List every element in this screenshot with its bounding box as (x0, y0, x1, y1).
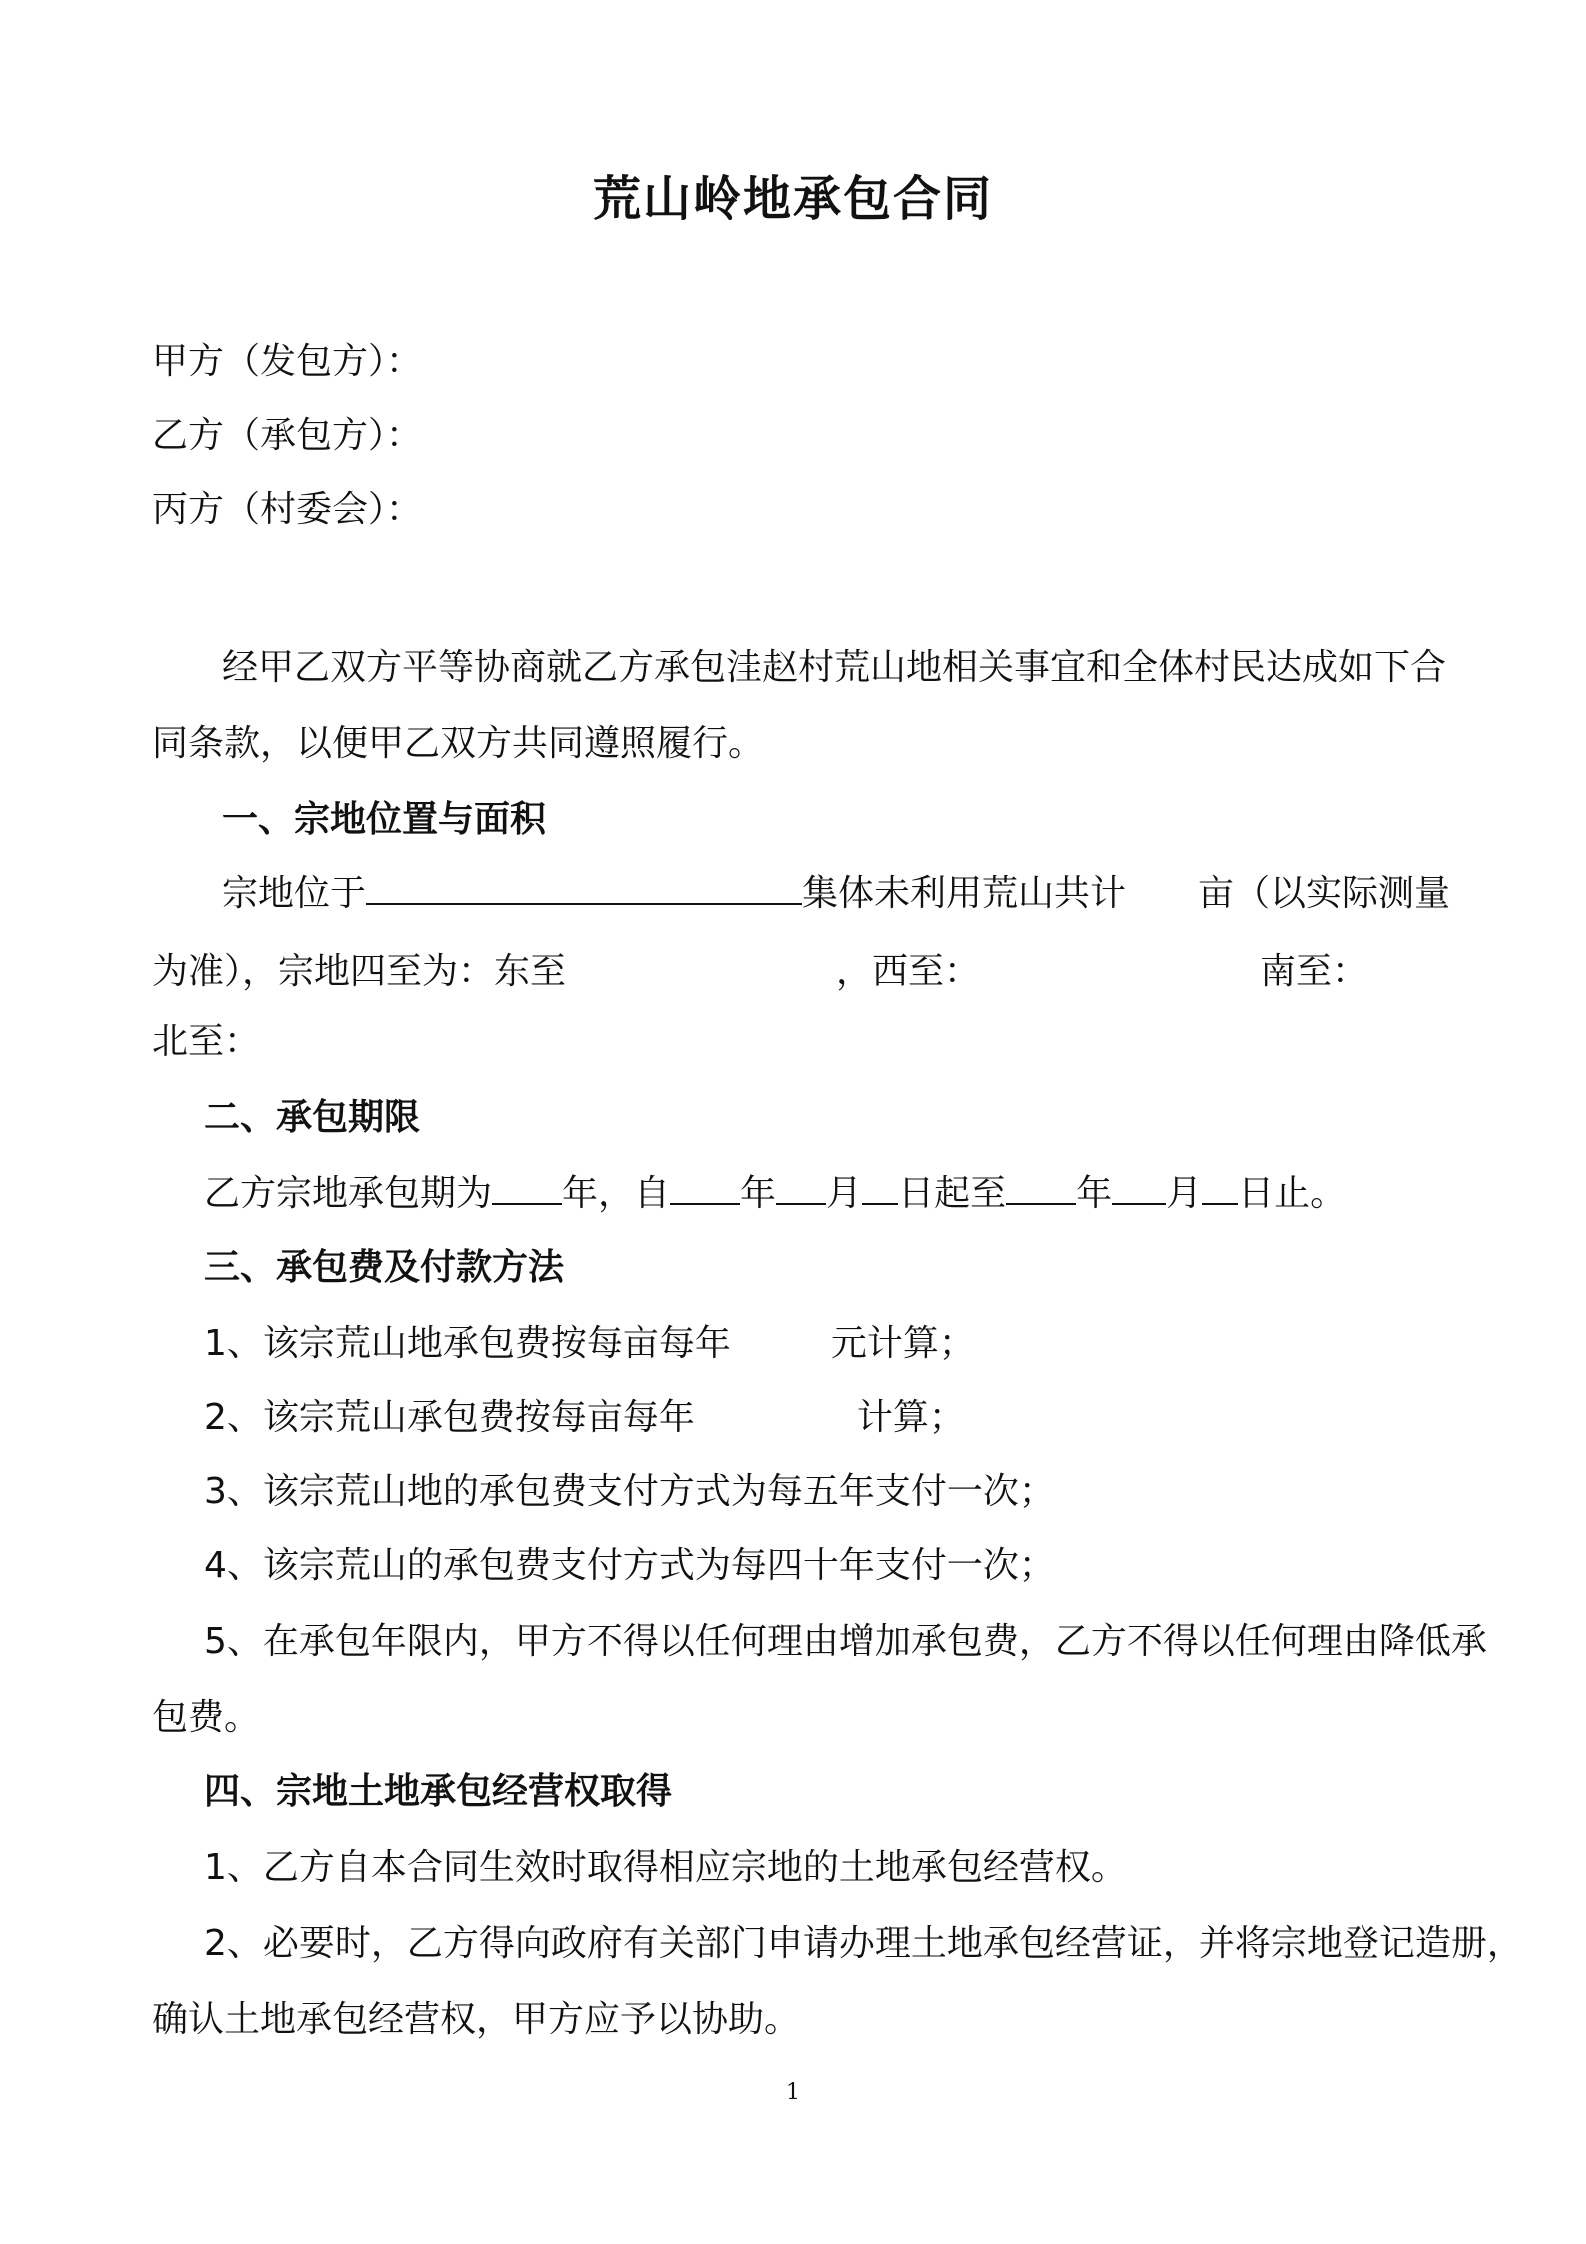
end-label: 日止。 (1238, 1173, 1347, 1214)
fee-unit-label: 元计算； (830, 1323, 975, 1364)
page-number: 1 (786, 2080, 800, 2105)
section-1-line-1 (222, 872, 1450, 916)
term-years-blank[interactable] (492, 1173, 562, 1205)
start-month-blank[interactable] (776, 1173, 826, 1205)
end-year-label: 年 (1076, 1173, 1113, 1214)
section-3-item-1 (204, 1322, 975, 1366)
preamble-line-2: 同条款，以便甲乙双方共同遵照履行。 (152, 723, 765, 764)
fee-unit-label-2: 计算； (856, 1397, 965, 1438)
south-label: 南至： (1260, 951, 1369, 992)
year-label: 年 (740, 1173, 777, 1214)
location-label: 宗地位于 (222, 873, 367, 914)
from-label: 年，自 (562, 1173, 671, 1214)
section-2-heading: 二、承包期限 (204, 1097, 421, 1138)
fee-rate-label: 1、该宗荒山地承包费按每亩每年 (204, 1323, 731, 1364)
start-year-blank[interactable] (670, 1173, 740, 1205)
party-b-line: 乙方（承包方）： (152, 415, 423, 456)
fee-rate-label-2: 2、该宗荒山承包费按每亩每年 (204, 1397, 695, 1438)
north-label: 北至： (152, 1021, 261, 1062)
start-to-label: 日起至 (898, 1173, 1007, 1214)
section-4-item-2-line-1: 2、必要时，乙方得向政府有关部门申请办理土地承包经营证，并将宗地登记造册， (204, 1923, 1523, 1964)
party-c-line: 丙方（村委会）： (152, 489, 423, 530)
term-label: 乙方宗地承包期为 (204, 1173, 493, 1214)
section-2-term-line (204, 1172, 1346, 1216)
section-3-item-4: 4、该宗荒山的承包费支付方式为每四十年支付一次； (204, 1545, 1055, 1586)
end-day-blank[interactable] (1202, 1173, 1238, 1205)
west-label: ，西至： (836, 951, 981, 992)
section-3-item-5-line-1: 5、在承包年限内，甲方不得以任何理由增加承包费，乙方不得以任何理由降低承 (204, 1621, 1487, 1662)
section-4-heading: 四、宗地土地承包经营权取得 (204, 1771, 673, 1812)
section-4-item-1: 1、乙方自本合同生效时取得相应宗地的土地承包经营权。 (204, 1847, 1127, 1888)
east-label: 为准），宗地四至为：东至 (152, 951, 567, 992)
area-unit-label: 亩（以实际测量 (1198, 873, 1451, 914)
section-1-line-2 (152, 950, 1368, 994)
preamble-line-1: 经甲乙双方平等协商就乙方承包洼赵村荒山地相关事宜和全体村民达成如下合 (222, 647, 1447, 688)
contract-title: 荒山岭地承包合同 (592, 171, 993, 227)
section-3-item-2 (204, 1396, 965, 1440)
start-day-blank[interactable] (862, 1173, 898, 1205)
area-label: 集体未利用荒山共计 (802, 873, 1127, 914)
section-3-item-5-line-2: 包费。 (152, 1697, 261, 1738)
end-month-blank[interactable] (1112, 1173, 1166, 1205)
end-year-blank[interactable] (1006, 1173, 1076, 1205)
section-3-item-3: 3、该宗荒山地的承包费支付方式为每五年支付一次； (204, 1471, 1055, 1512)
section-4-item-2-line-2: 确认土地承包经营权，甲方应予以协助。 (152, 1999, 801, 2040)
party-a-line: 甲方（发包方）： (152, 341, 423, 382)
section-1-heading: 一、宗地位置与面积 (222, 799, 547, 840)
location-blank[interactable] (366, 873, 802, 905)
month-label: 月 (826, 1173, 863, 1214)
section-3-heading: 三、承包费及付款方法 (204, 1247, 565, 1288)
end-month-label: 月 (1166, 1173, 1203, 1214)
